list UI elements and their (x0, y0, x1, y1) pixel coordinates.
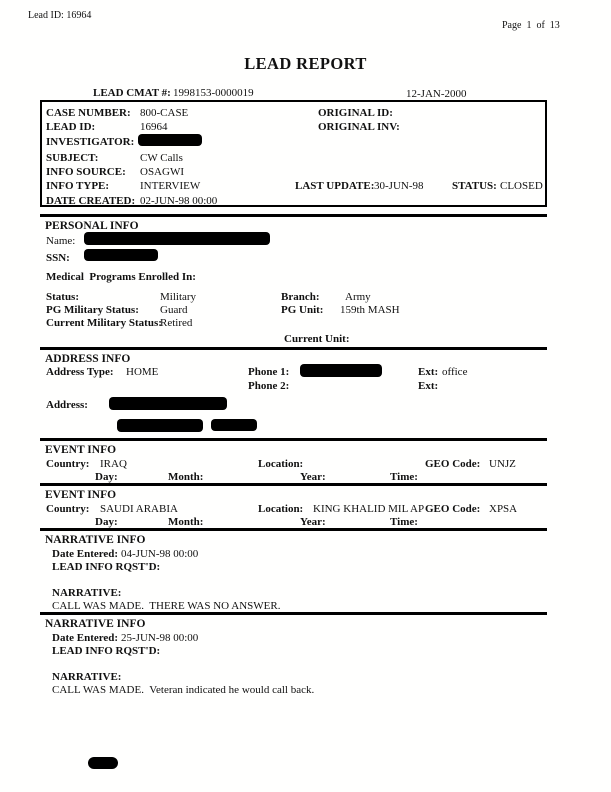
narrative2-text: CALL WAS MADE. Veteran indicated he would call back. (52, 684, 315, 696)
current-military-status-value: Retired (160, 317, 193, 329)
subject-value: CW Calls (140, 152, 183, 164)
branch-label: Branch: (281, 291, 320, 303)
current-military-status-label: Current Military Status: (46, 317, 162, 329)
info-source-value: OSAGWI (140, 166, 184, 178)
status-value: CLOSED (500, 180, 543, 192)
narrative1-label: NARRATIVE: (52, 587, 122, 599)
redaction-footer-mark (88, 757, 118, 769)
info-type-label: INFO TYPE: (46, 180, 110, 192)
address-type-label: Address Type: (46, 366, 114, 378)
narrative1-heading: NARRATIVE INFO (45, 534, 146, 546)
narrative1-date-entered-value: 04-JUN-98 00:00 (121, 548, 199, 560)
doc-lead-id: Lead ID: 16964 (28, 10, 92, 21)
redaction-name (84, 232, 270, 245)
personal-info-heading: PERSONAL INFO (45, 220, 139, 232)
event2-location-label: Location: (258, 503, 304, 515)
status-label: STATUS: (452, 180, 497, 192)
event1-year-label: Year: (300, 471, 326, 483)
section-rule (40, 528, 547, 531)
event2-country-value: SAUDI ARABIA (100, 503, 178, 515)
current-unit-label: Current Unit: (284, 333, 350, 345)
report-title: LEAD REPORT (244, 54, 367, 73)
ssn-label: SSN: (46, 252, 70, 264)
ext1-label: Ext: (418, 366, 439, 378)
narrative2-date-entered-value: 25-JUN-98 00:00 (121, 632, 199, 644)
event1-day-label: Day: (95, 471, 118, 483)
case-number-label: CASE NUMBER: (46, 107, 131, 119)
event1-time-label: Time: (390, 471, 418, 483)
address-info-heading: ADDRESS INFO (45, 353, 131, 365)
case-number-value: 800-CASE (140, 107, 189, 119)
event1-country-value: IRAQ (100, 458, 127, 470)
original-inv-label: ORIGINAL INV: (318, 121, 400, 133)
mil-status-value: Military (160, 291, 197, 303)
date-created-value: 02-JUN-98 00:00 (140, 195, 218, 207)
event1-heading: EVENT INFO (45, 444, 117, 456)
event2-day-label: Day: (95, 516, 118, 528)
phone2-label: Phone 2: (248, 380, 290, 392)
event1-month-label: Month: (168, 471, 204, 483)
lead-cmat-value: 1998153-0000019 (173, 87, 254, 99)
pg-military-status-label: PG Military Status: (46, 304, 139, 316)
narrative2-heading: NARRATIVE INFO (45, 618, 146, 630)
redaction-investigator (138, 134, 202, 146)
phone1-label: Phone 1: (248, 366, 290, 378)
narrative2-label: NARRATIVE: (52, 671, 122, 683)
section-rule (40, 612, 547, 615)
event2-country-label: Country: (46, 503, 90, 515)
branch-value: Army (345, 291, 371, 303)
narrative1-lead-info-label: LEAD INFO RQST'D: (52, 561, 161, 573)
section-rule (40, 438, 547, 441)
redaction-phone1 (300, 364, 382, 377)
investigator-label: INVESTIGATOR: (46, 136, 135, 148)
original-id-label: ORIGINAL ID: (318, 107, 393, 119)
lead-cmat-label: LEAD CMAT #: (93, 87, 171, 99)
event2-geo-label: GEO Code: (425, 503, 481, 515)
event2-heading: EVENT INFO (45, 489, 117, 501)
event2-year-label: Year: (300, 516, 326, 528)
section-rule (40, 214, 547, 217)
event1-geo-label: GEO Code: (425, 458, 481, 470)
section-rule (40, 483, 547, 486)
mil-status-label: Status: (46, 291, 80, 303)
info-source-label: INFO SOURCE: (46, 166, 126, 178)
lead-id-label: LEAD ID: (46, 121, 96, 133)
ext1-value: office (442, 366, 468, 378)
event2-time-label: Time: (390, 516, 418, 528)
date-created-label: DATE CREATED: (46, 195, 136, 207)
event2-month-label: Month: (168, 516, 204, 528)
last-update-value: 30-JUN-98 (374, 180, 424, 192)
event1-location-label: Location: (258, 458, 304, 470)
event1-country-label: Country: (46, 458, 90, 470)
narrative2-date-entered-label: Date Entered: (52, 632, 119, 644)
event2-location-value: KING KHALID MIL AP (313, 503, 425, 515)
name-label: Name: (46, 235, 76, 247)
medical-programs-label: Medical Programs Enrolled In: (46, 271, 196, 283)
lead-cmat-date: 12-JAN-2000 (406, 88, 467, 100)
page-indicator: Page 1 of 13 (502, 20, 560, 31)
pg-military-status-value: Guard (160, 304, 188, 316)
subject-label: SUBJECT: (46, 152, 99, 164)
narrative2-lead-info-label: LEAD INFO RQST'D: (52, 645, 161, 657)
event1-geo-value: UNJZ (489, 458, 516, 470)
redaction-address-line1 (109, 397, 227, 410)
info-type-value: INTERVIEW (140, 180, 201, 192)
event2-geo-value: XPSA (489, 503, 518, 515)
address-type-value: HOME (126, 366, 159, 378)
narrative1-date-entered-label: Date Entered: (52, 548, 119, 560)
pg-unit-value: 159th MASH (340, 304, 400, 316)
redaction-ssn (84, 249, 158, 261)
redaction-address-line2b (211, 419, 257, 431)
pg-unit-label: PG Unit: (281, 304, 324, 316)
redaction-address-line2a (117, 419, 203, 432)
address-label: Address: (46, 399, 88, 411)
lead-id-value: 16964 (140, 121, 168, 133)
section-rule (40, 347, 547, 350)
last-update-label: LAST UPDATE: (295, 180, 375, 192)
ext2-label: Ext: (418, 380, 439, 392)
narrative1-text: CALL WAS MADE. THERE WAS NO ANSWER. (52, 600, 281, 612)
